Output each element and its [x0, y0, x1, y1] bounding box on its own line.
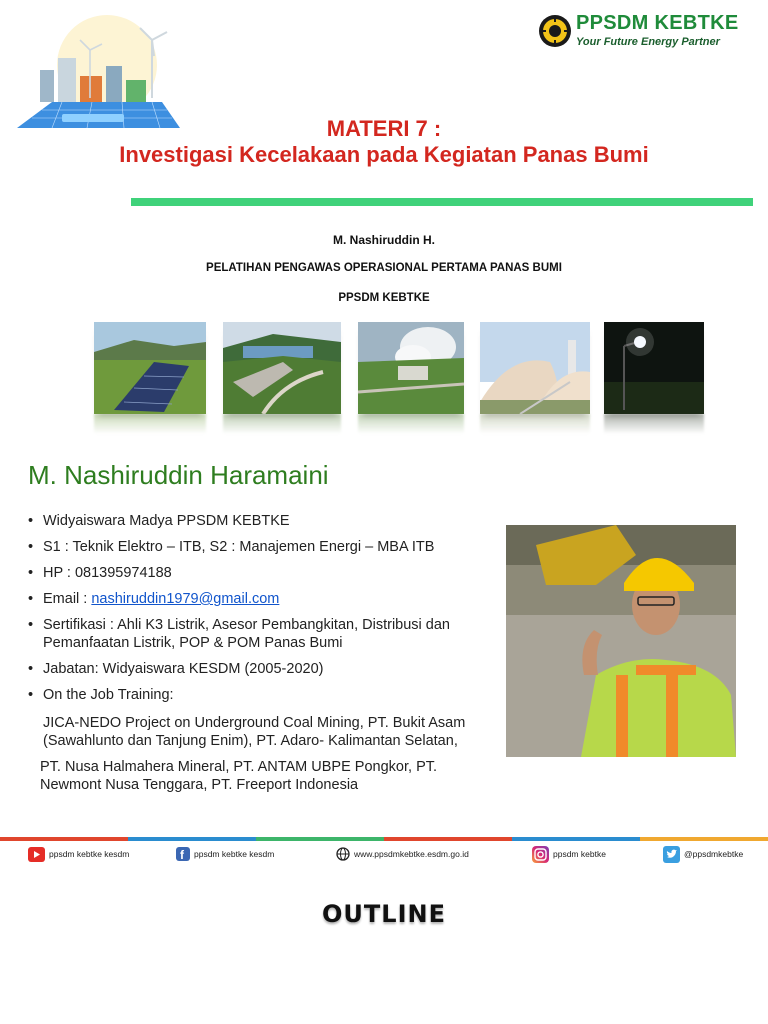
svg-text:f: f	[180, 848, 184, 861]
solar-farm-photo	[94, 322, 206, 414]
footer-color-strip	[0, 837, 768, 841]
profile-bio	[28, 512, 488, 794]
training-program: PELATIHAN PENGAWAS OPERASIONAL PERTAMA PANAS BUMI	[206, 262, 562, 274]
title-divider	[131, 198, 753, 206]
profile-name: M. Nashiruddin Haramaini	[28, 460, 329, 490]
photo-reflection	[480, 414, 590, 434]
brand-name: PPSDM KEBTKE	[576, 12, 739, 34]
organization: PPSDM KEBTKE	[338, 292, 430, 304]
social-footer	[0, 845, 768, 865]
bio-item: • Sertifikasi : Ahli K3 Listrik, Asesor Pembangkitan, Distribusi dan Pemanfaatan Listrik, POP & POM Panas Bumi	[28, 616, 488, 652]
website-link[interactable]	[336, 845, 469, 863]
photo-reflection	[94, 414, 206, 434]
website-url: www.ppsdmkebtke.esdm.go.id	[354, 849, 469, 859]
training-detail: JICA-NEDO Project on Underground Coal Mining, PT. Bukit Asam (Sawahlunto dan Tanjung Enim), PT. Adaro- Kalimantan Selatan,	[43, 715, 466, 749]
email-label: Email :	[43, 591, 92, 607]
street-light-photo	[604, 322, 704, 414]
photo-reflection	[358, 414, 464, 434]
bio-item: • Widyaiswara Madya PPSDM KEBTKE	[28, 512, 488, 530]
twitter-link[interactable]	[663, 845, 743, 863]
email-link[interactable]: nashiruddin1979@gmail.com	[91, 591, 280, 607]
geothermal-plant-photo	[358, 322, 464, 414]
facebook-icon	[176, 847, 190, 861]
instagram-handle: ppsdm kebtke	[553, 849, 606, 859]
photo-reflection	[223, 414, 341, 434]
module-number: MATERI 7 :	[326, 116, 442, 141]
globe-icon	[336, 847, 350, 861]
author-name: M. Nashiruddin H.	[333, 233, 435, 247]
instagram-link[interactable]	[532, 845, 606, 863]
instagram-icon	[532, 846, 549, 863]
photo-reflection	[604, 414, 704, 434]
dam-photo	[223, 322, 341, 414]
bio-item: • S1 : Teknik Elektro – ITB, S2 : Manajemen Energi – MBA ITB	[28, 538, 488, 556]
ministry-emblem-icon	[538, 14, 572, 48]
biogas-plant-photo	[480, 322, 590, 414]
outline-heading: OUTLINE	[322, 900, 446, 928]
brand-tagline: Your Future Energy Partner	[576, 36, 720, 48]
bio-item: • Jabatan: Widyaiswara KESDM (2005-2020)	[28, 660, 488, 678]
youtube-icon	[28, 847, 45, 862]
twitter-handle: @ppsdmkebtke	[684, 849, 744, 859]
facebook-link[interactable]	[176, 845, 274, 863]
profile-photo	[506, 525, 736, 757]
bio-item: • HP : 081395974188	[28, 564, 488, 582]
brand-logo	[538, 12, 758, 52]
bio-item-email	[28, 590, 488, 608]
twitter-icon	[663, 846, 680, 863]
bio-item: • On the Job Training:	[28, 686, 488, 704]
training-detail: PT. Nusa Halmahera Mineral, PT. ANTAM UBPE Pongkor, PT. Newmont Nusa Tenggara, PT. Freeport Indonesia	[40, 759, 438, 793]
youtube-link[interactable]	[28, 845, 129, 863]
module-title: Investigasi Kecelakaan pada Kegiatan Panas Bumi	[119, 142, 649, 167]
youtube-handle: ppsdm kebtke kesdm	[49, 849, 130, 859]
facebook-handle: ppsdm kebtke kesdm	[194, 849, 275, 859]
